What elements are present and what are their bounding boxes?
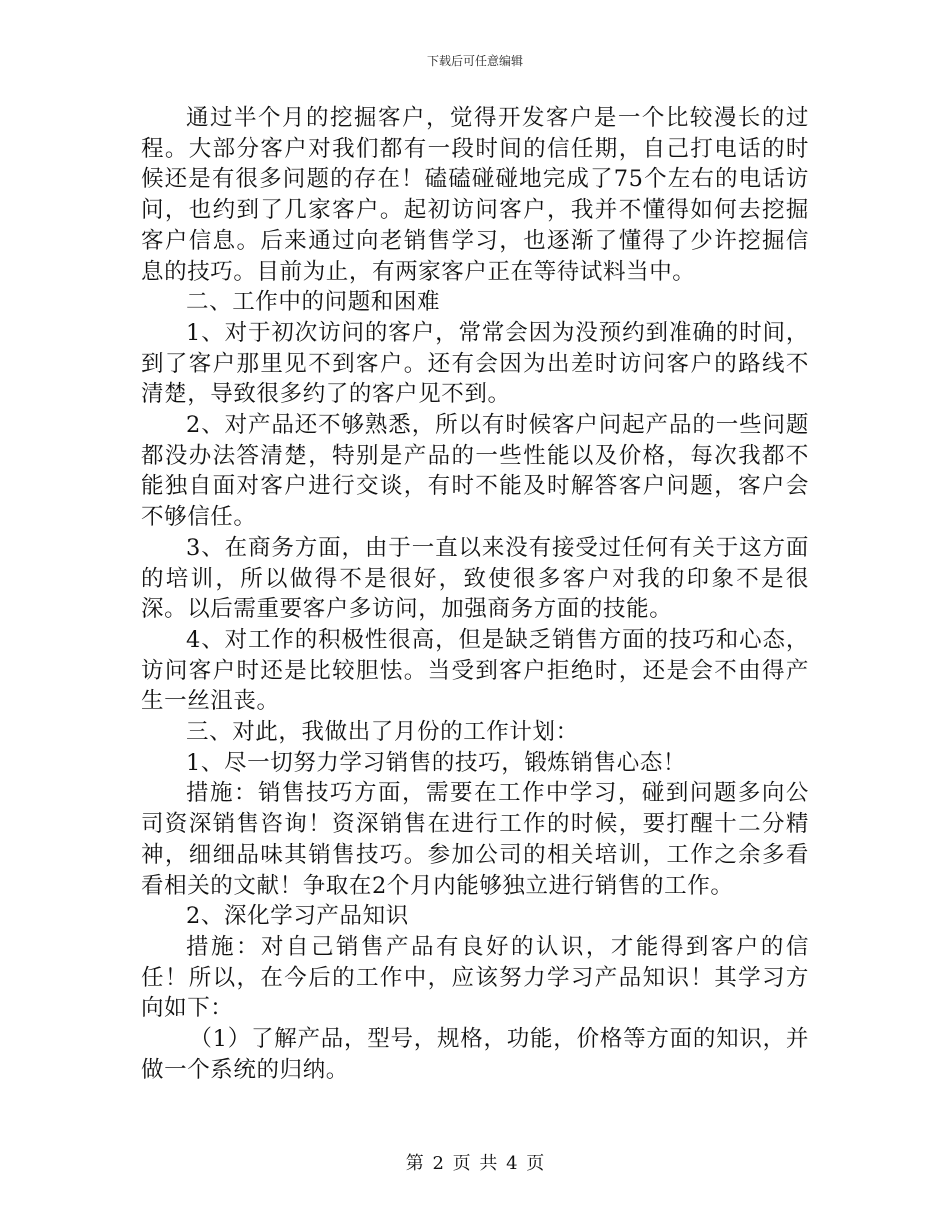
plan-item-2-subitem-1: （1）了解产品，型号，规格，功能，价格等方面的知识，并做一个系统的归纳。	[141, 1026, 809, 1083]
paragraph-problem-3: 3、在商务方面，由于一直以来没有接受过任何有关于这方面的培训，所以做得不是很好，致使很多客户对我的印象不是很深。以后需重要客户多访问，加强商务方面的技能。	[141, 534, 809, 623]
plan-item-2: 2、深化学习产品知识	[186, 903, 409, 930]
section-heading-problems: 二、工作中的问题和困难	[186, 289, 441, 316]
paragraph-customer-development: 通过半个月的挖掘客户，觉得开发客户是一个比较漫长的过程。大部分客户对我们都有一段时间的信任期，自己打电话的时候还是有很多问题的存在！磕磕碰碰地完成了75个左右的电话访问，也约到了几家客户。起初访问客户，我并不懂得如何去挖掘客户信息。后来通过向老销售学习，也逐渐了懂得了少许挖掘信息的技巧。目前为止，有两家客户正在等待试料当中。	[141, 105, 809, 285]
section-heading-plan: 三、对此，我做出了月份的工作计划：	[186, 719, 579, 746]
plan-item-1-measures: 措施：销售技巧方面，需要在工作中学习，碰到问题多向公司资深销售咨询！资深销售在进行工作的时候，要打醒十二分精神，细细品味其销售技巧。参加公司的相关培训，工作之余多看看相关的文献！争取在2个月内能够独立进行销售的工作。	[141, 780, 809, 899]
paragraph-problem-1: 1、对于初次访问的客户，常常会因为没预约到准确的时间，到了客户那里见不到客户。还有会因为出差时访问客户的路线不清楚，导致很多约了的客户见不到。	[141, 319, 809, 408]
plan-item-1: 1、尽一切努力学习销售的技巧，锻炼销售心态！	[186, 749, 687, 776]
document-body	[141, 103, 809, 1086]
page-number-footer: 第 2 页 共 4 页	[405, 1153, 545, 1174]
paragraph-problem-2: 2、对产品还不够熟悉，所以有时候客户问起产品的一些问题都没办法答清楚，特别是产品的一些性能以及价格，每次我都不能独自面对客户进行交谈，有时不能及时解答客户问题，客户会不够信任。	[141, 412, 809, 531]
plan-item-2-measures: 措施：对自己销售产品有良好的认识，才能得到客户的信任！所以，在今后的工作中，应该努力学习产品知识！其学习方向如下：	[141, 933, 809, 1022]
paragraph-problem-4: 4、对工作的积极性很高，但是缺乏销售方面的技巧和心态，访问客户时还是比较胆怯。当受到客户拒绝时，还是会不由得产生一丝沮丧。	[141, 626, 809, 715]
page-header: 下载后可任意编辑	[426, 54, 523, 68]
